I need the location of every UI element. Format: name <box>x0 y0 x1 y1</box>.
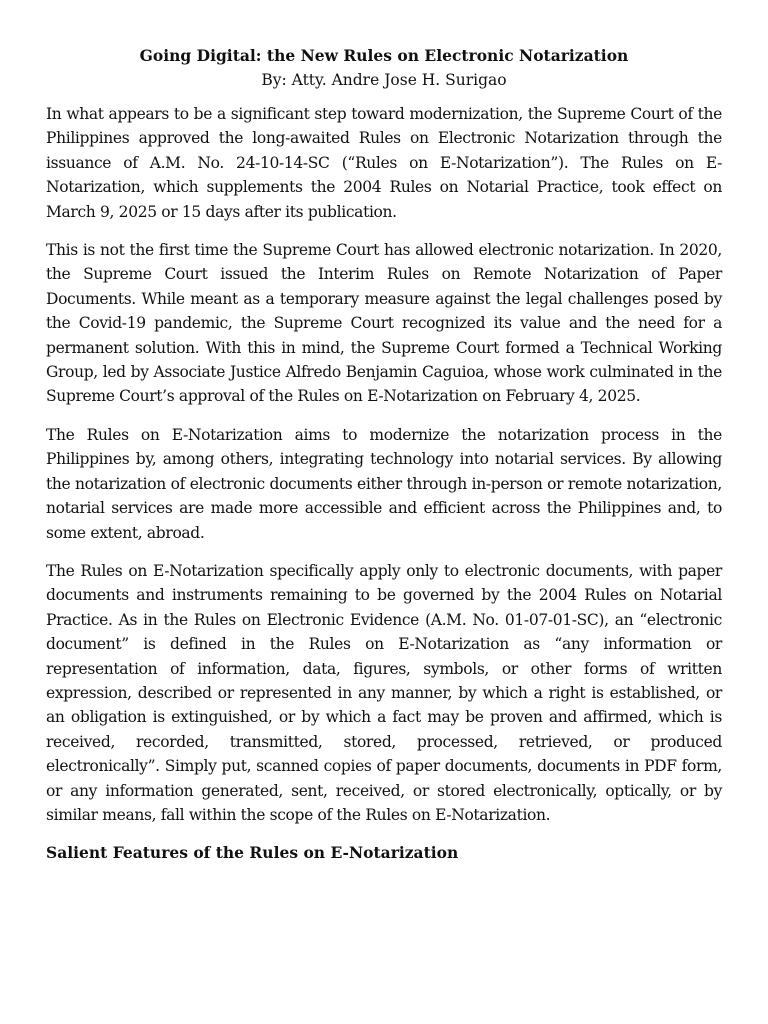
paragraph-2: This is not the first time the Supreme Court has allowed electronic notarization. In 2020, the Supreme Court issued the Interim Rules on Remote Notarization of Paper Documents. While meant as a temporary measure against the legal challenges posed by the Covid-19 pandemic, the Supreme Court recognized its value and the need for a permanent solution. With this in mind, the Supreme Court formed a Technical Working Group, led by Associate Justice Alfredo Benjamin Caguioa, whose work culminated in the Supreme Court’s approval of the Rules on E-Notarization on February 4, 2025. <box>46 241 722 406</box>
section-heading: Salient Features of the Rules on E-Notarization <box>46 843 459 863</box>
paragraph-3: The Rules on E-Notarization aims to modernize the notarization process in the Philippines by, among others, integrating technology into notarial services. By allowing the notarization of electronic documents either through in-person or remote notarization, notarial services are made more accessible and efficient across the Philippines and, to some extent, abroad. <box>46 425 722 542</box>
paragraph-1: In what appears to be a significant step toward modernization, the Supreme Court of the Philippines approved the long-awaited Rules on Electronic Notarization through the issuance of A.M. No. 24-10-14-SC (“Rules on E-Notarization”). The Rules on E-Notarization, which supplements the 2004 Rules on Notarial Practice, took effect on March 9, 2025 or 15 days after its publication. <box>46 105 722 221</box>
document-page <box>46 44 722 865</box>
paragraph-4: The Rules on E-Notarization specifically apply only to electronic documents, with paper documents and instruments remaining to be governed by the 2004 Rules on Notarial Practice. As in the Rules on Electronic Evidence (A.M. No. 01-07-01-SC), an “electronic document” is defined in the Rules on E-Notarization as “any information or representation of information, data, figures, symbols, or other forms of written expression, described or represented in any manner, by which a right is established, or an obligation is extinguished, or by which a fact may be proven and affirmed, which is received, recorded, transmitted, stored, processed, retrieved, or produced electronically”. Simply put, scanned copies of paper documents, documents in PDF form, or any information generated, sent, received, or stored electronically, optically, or by similar means, fall within the scope of the Rules on E-Notarization. <box>46 561 722 824</box>
article-byline: By: Atty. Andre Jose H. Surigao <box>261 71 507 89</box>
article-title: Going Digital: the New Rules on Electronic Notarization <box>139 46 629 65</box>
